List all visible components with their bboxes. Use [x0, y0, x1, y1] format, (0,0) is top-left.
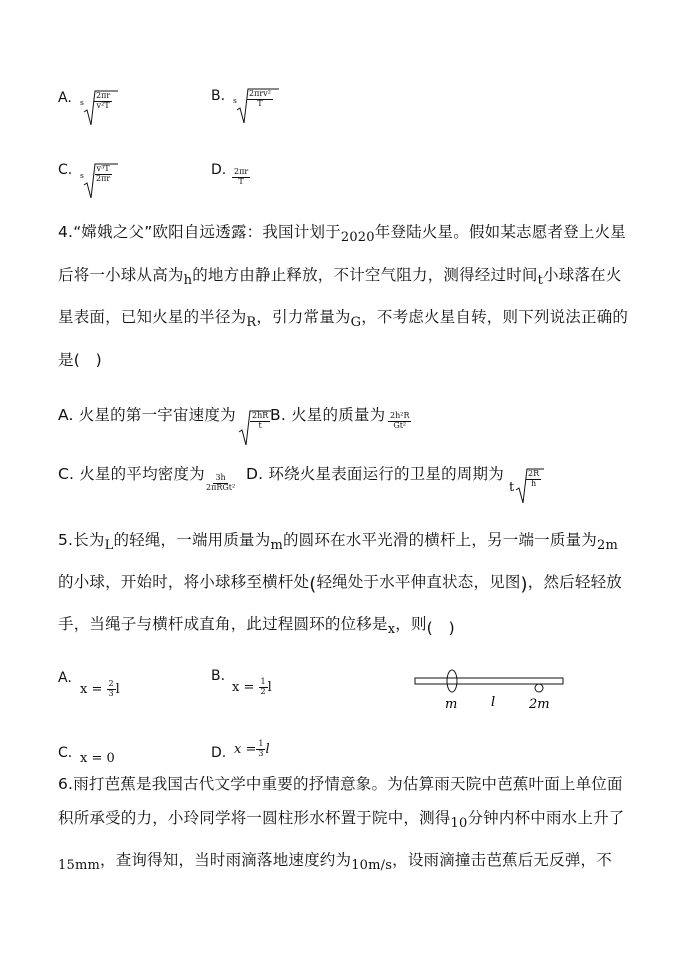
q4-text: 4.“嫦娥之父”欧阳自远透露：我国计划于: [58, 223, 341, 241]
q4-option-a-text: A. 火星的第一宇宙速度为: [58, 406, 236, 424]
q4-option-d-den: h: [530, 478, 537, 488]
q4-option-b-den: Gt²: [393, 420, 407, 430]
q3-option-a-fraction: [94, 92, 112, 111]
q3-option-a: [58, 90, 72, 106]
q5-figure-label-m: m: [445, 697, 458, 712]
q5-figure: [405, 662, 575, 712]
q3-option-d: [211, 162, 226, 178]
q3-option-b: [211, 88, 225, 104]
q3-option-a-label: A.: [58, 90, 72, 106]
q4-var-t: t: [537, 273, 544, 288]
q5-option-d: [234, 740, 270, 759]
q4-text: 年登陆火星。假如某志愿者登上火星: [374, 223, 626, 241]
q5-text: 手，当绳子与横杆成直角，此过程圆环的位移是: [58, 615, 388, 633]
q4-var-r: R: [246, 315, 257, 330]
q3-option-a-prefix: s: [80, 98, 84, 107]
q5-option-b-l: l: [267, 679, 272, 695]
q5-answer-paren: ( ): [426, 619, 455, 637]
q3-option-b-label: B.: [211, 88, 226, 104]
q3-option-c: [58, 162, 72, 178]
q6-text: 积所承受的力，小玲同学将一圆柱形水杯置于院中，测得: [58, 809, 451, 827]
q5-stem-line3: [58, 612, 455, 637]
q3-option-b-prefix: s: [233, 96, 237, 105]
q4-text: 星表面，已知火星的半径为: [58, 308, 247, 326]
q5-var-2m: 2m: [597, 538, 618, 553]
q5-option-a: [80, 680, 120, 699]
q3-option-d-num: 2πr: [234, 167, 249, 176]
q3-option-c-prefix: s: [80, 171, 84, 180]
q4-option-a-num: 2hR: [252, 411, 269, 420]
q4-text: ，引力常量为: [256, 308, 351, 326]
q3-option-d-den: T: [238, 176, 244, 186]
q3-option-c-fraction: [94, 165, 112, 184]
q3-option-c-num: v³T: [96, 164, 110, 173]
q5-option-a-l: l: [115, 681, 120, 697]
q5-option-d-num: 1: [258, 739, 264, 748]
q6-stem-line2: [58, 806, 625, 831]
q5-var-l: L: [104, 538, 114, 553]
q3-option-a-den: v²T: [96, 100, 110, 110]
q4-stem-line3: [58, 305, 629, 330]
q5-figure-rod: [415, 678, 563, 684]
q5-text: 轻绳处于水平伸直状态，见图: [316, 573, 521, 591]
q4-text: ，不考虑火星自转，则下列说法正确的: [361, 308, 629, 326]
q4-option-d-text: D. 环绕火星表面运行的卫星的周期为: [246, 465, 504, 483]
q3-option-b-den: T: [257, 98, 263, 108]
q4-option-a-fraction: [250, 412, 270, 431]
q5-option-a-label: A.: [58, 670, 72, 686]
q3-option-b-num: 2πrv²: [249, 89, 271, 98]
q5-figure-label-2m: 2m: [529, 697, 550, 712]
q5-figure-ball: [535, 684, 543, 692]
q6-text: ，设雨滴撞击芭蕉后无反弹，不: [392, 851, 612, 869]
q5-text: 的圆环在水平光滑的横杆上，另一端一质量为: [282, 531, 597, 549]
q4-option-b-text: B. 火星的质量为: [270, 406, 386, 424]
q4-option-c-fraction: [204, 474, 237, 493]
q5-stem-line2: 的小球，开始时，将小球移至横杆处(轻绳处于水平伸直状态，见图)，然后轻轻放: [58, 573, 622, 595]
q4-text: 后将一小球从高为: [58, 266, 184, 284]
q5-figure-ring: [447, 670, 457, 692]
q5-option-d-den: 3: [258, 748, 264, 758]
q4-year: 2020: [340, 230, 375, 245]
q6-minutes: 10: [450, 816, 468, 831]
q4-option-c-text: C. 火星的平均密度为: [58, 465, 205, 483]
q4-option-b-fraction: [388, 412, 411, 431]
q6-stem-line1: 6.雨打芭蕉是我国古代文学中重要的抒情意象。为估算雨天院中芭蕉叶面上单位面: [58, 775, 623, 793]
q4-text: 的地方由静止释放，不计空气阻力，测得经过时间: [192, 266, 538, 284]
q5-var-x: x: [387, 622, 396, 637]
q4-stem-line4: 是( ): [58, 351, 102, 369]
q3-option-c-den: 2πr: [96, 173, 111, 183]
q5-option-d-expr: x =: [234, 741, 257, 757]
q6-text: ，查询得知，当时雨滴落地速度约为: [100, 851, 352, 869]
q5-option-b: [232, 678, 272, 697]
q4-option-d-t: t: [509, 480, 515, 495]
q4-stem-line1: [58, 220, 626, 245]
q6-stem-line3: [58, 848, 612, 873]
q4-option-d-num: 2R: [528, 469, 540, 478]
q6-text: 分钟内杯中雨水上升了: [467, 809, 625, 827]
q4-option-b-num: 2h²R: [390, 411, 410, 420]
q5-option-a-den: 3: [108, 688, 114, 698]
q4-option-d-fraction: [526, 470, 541, 489]
q5-option-d-label: D.: [211, 745, 227, 761]
q5-text: 的轻绳，一端用质量为: [113, 531, 271, 549]
q6-velocity: 10m/s: [351, 858, 393, 873]
q5-option-a-num: 2: [108, 679, 114, 688]
q5-text: 的小球，开始时，将小球移至横杆处: [58, 573, 310, 591]
q5-option-b-den: 2: [260, 686, 266, 696]
q5-option-b-expr: x =: [232, 679, 259, 695]
q5-option-c-label: C.: [58, 745, 73, 761]
q5-text: ，然后轻轻放: [527, 573, 622, 591]
q5-option-b-label: B.: [211, 668, 226, 684]
q4-text: 小球落在火: [543, 266, 622, 284]
q5-text: ，则: [395, 615, 427, 633]
q6-height: 15mm: [58, 858, 100, 873]
q5-option-a-expr: x =: [80, 681, 107, 697]
q4-option-c-num: 3h: [215, 473, 226, 482]
q5-option-b-num: 1: [260, 677, 266, 686]
q4-option-a-den: t: [258, 420, 262, 430]
q3-option-d-fraction: [232, 168, 250, 187]
q3-option-a-num: 2πr: [96, 91, 111, 100]
q5-text: 5.长为: [58, 531, 105, 549]
q4-var-h: h: [183, 273, 193, 288]
q5-stem-line1: [58, 528, 618, 553]
q4-option-c-den: 2πRGt²: [206, 482, 236, 492]
q5-figure-label-l: l: [491, 695, 496, 710]
q5-option-d-l: l: [265, 741, 270, 757]
q5-var-m: m: [270, 538, 283, 553]
q3-option-c-label: C.: [58, 162, 73, 178]
q5-option-c: x = 0: [80, 751, 115, 766]
q4-var-g: G: [350, 315, 362, 330]
q4-stem-line2: [58, 263, 622, 288]
q3-option-d-label: D.: [211, 162, 227, 178]
q3-option-b-fraction: [247, 90, 273, 109]
